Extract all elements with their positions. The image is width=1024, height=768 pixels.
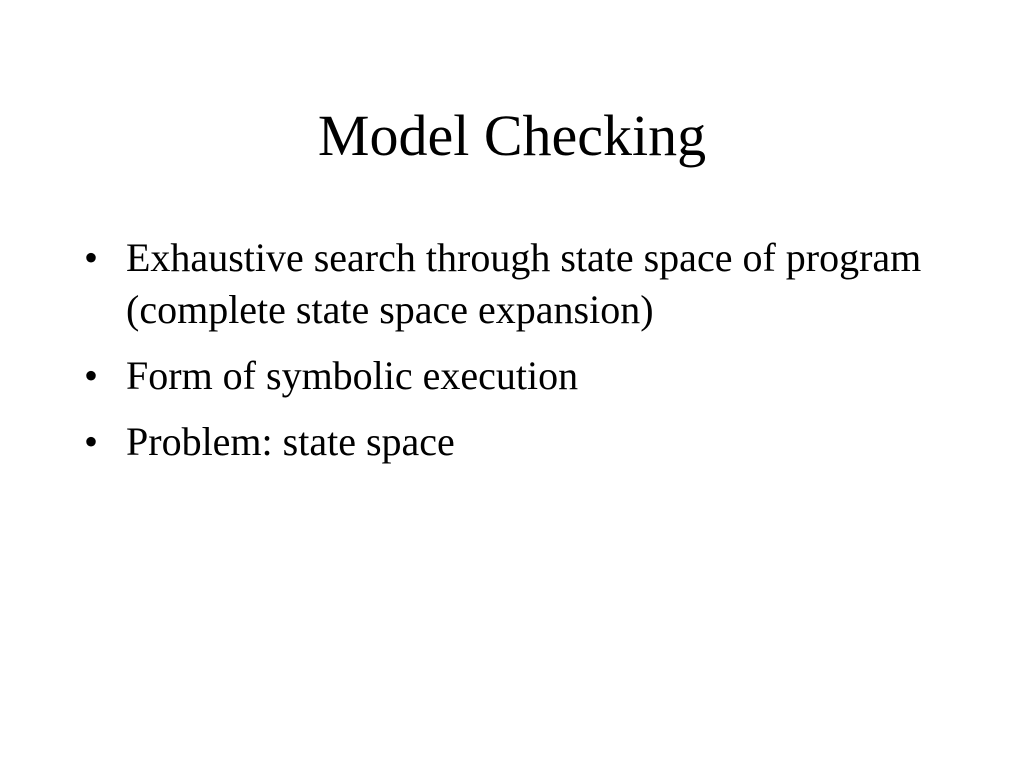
bullet-list: [84, 232, 964, 482]
bullet-icon: •: [84, 353, 99, 398]
bullet-item-exhaustive-search: [84, 232, 964, 336]
bullet-item-symbolic-execution: [84, 350, 964, 402]
bullet-text: Exhaustive search through state space of program (complete state space expansion): [126, 235, 922, 332]
bullet-text: Problem: state space: [126, 419, 455, 464]
bullet-icon: •: [84, 235, 99, 280]
bullet-text: Form of symbolic execution: [126, 353, 579, 398]
slide-title: Model Checking: [317, 103, 707, 168]
bullet-icon: •: [84, 419, 99, 464]
bullet-item-problem: [84, 416, 964, 468]
